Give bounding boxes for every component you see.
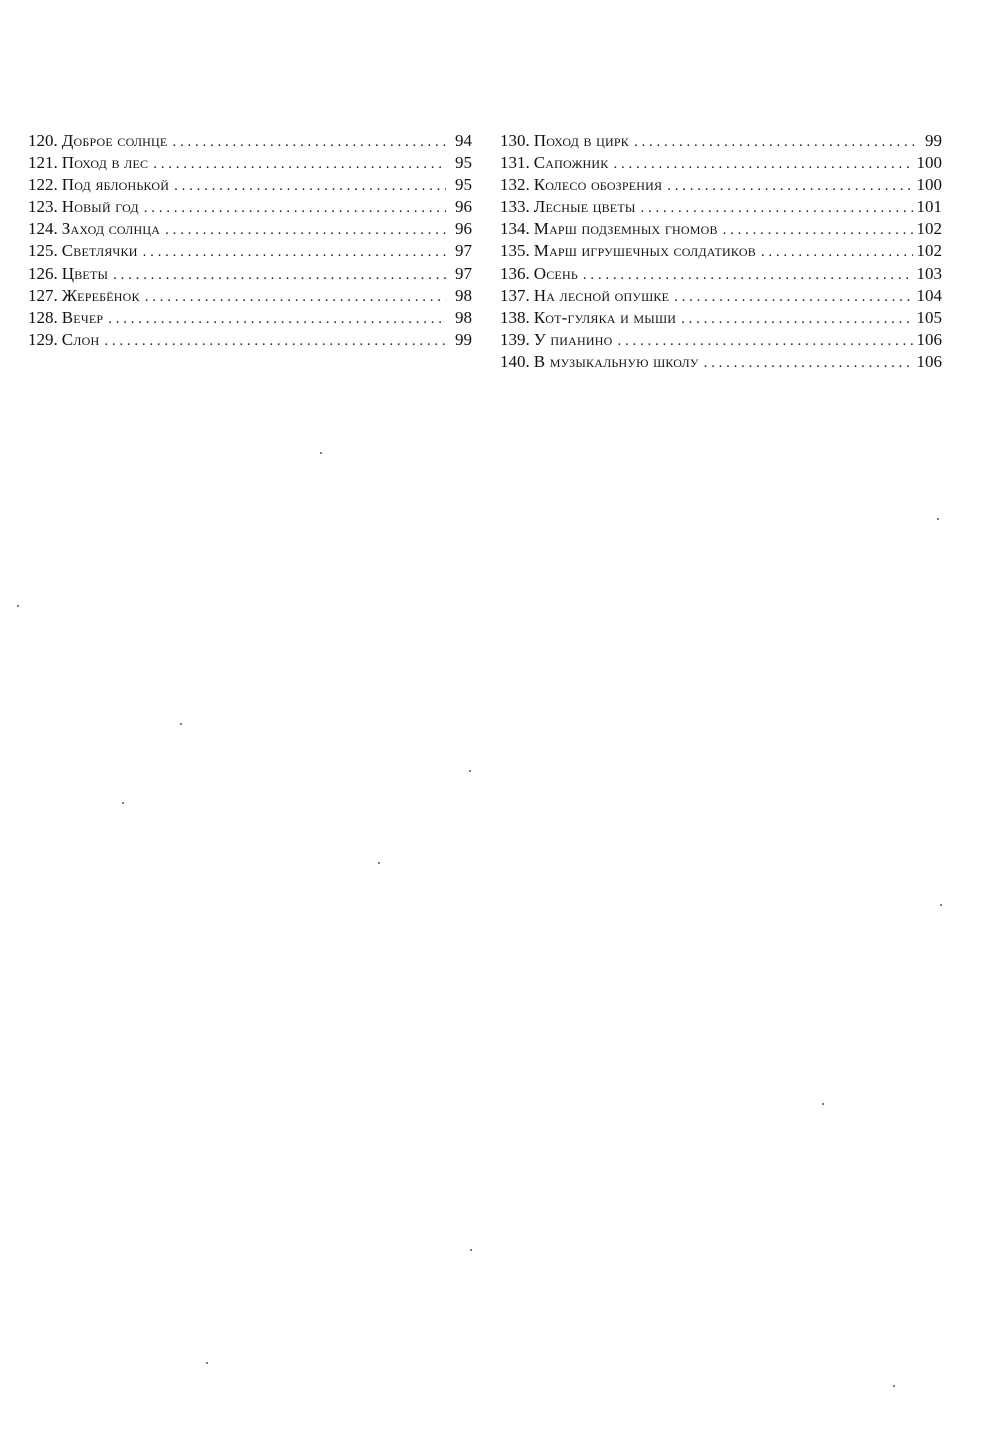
- scan-speck: [320, 452, 322, 454]
- scan-speck: [940, 904, 942, 906]
- toc-entry: [28, 152, 472, 174]
- dot-leader: [641, 197, 913, 219]
- scan-speck: [378, 862, 380, 864]
- entry-title: Кот-гуляка и мыши: [533, 307, 677, 327]
- dot-leader: [681, 308, 912, 330]
- entry-page-number: 100: [916, 153, 942, 173]
- entry-number: 134.: [500, 219, 530, 239]
- entry-page-number: 100: [916, 175, 942, 195]
- dot-leader: [613, 153, 912, 175]
- entry-title: Сапожник: [533, 153, 609, 173]
- entry-page-number: 99: [925, 131, 942, 150]
- entry-page-number: 103: [916, 263, 942, 283]
- dot-leader: [634, 131, 916, 153]
- entry-page-number: 102: [916, 241, 942, 261]
- entry-page-number: 98: [455, 307, 472, 327]
- dot-leader: [704, 352, 913, 374]
- entry-title: Марш подземных гномов: [533, 219, 718, 239]
- entry-number: 137.: [500, 285, 530, 305]
- entry-number: 125.: [28, 241, 58, 261]
- entry-page-number: 97: [455, 241, 472, 261]
- toc-entry: [28, 285, 472, 307]
- dot-leader: [165, 219, 446, 241]
- dot-leader: [761, 241, 913, 263]
- dot-leader: [108, 308, 446, 330]
- entry-number: 132.: [500, 175, 530, 195]
- toc-entry: [500, 240, 942, 262]
- entry-title: Заход солнца: [61, 219, 161, 239]
- scan-speck: [937, 518, 939, 520]
- entry-page-number: 101: [916, 197, 942, 217]
- scan-speck: [470, 1249, 472, 1251]
- entry-title: В музыкальную школу: [533, 351, 699, 371]
- entry-page-number: 106: [916, 351, 942, 371]
- entry-page-number: 98: [455, 285, 472, 305]
- entry-number: 135.: [500, 241, 530, 261]
- toc-entry: [500, 218, 942, 240]
- dot-leader: [143, 241, 446, 263]
- scan-speck: [17, 605, 19, 607]
- entry-page-number: 95: [455, 175, 472, 195]
- entry-number: 131.: [500, 153, 530, 173]
- entry-title: Доброе солнце: [61, 131, 168, 150]
- entry-title: Жеребёнок: [61, 285, 140, 305]
- toc-column-right: [500, 130, 942, 373]
- toc-entry: [28, 329, 472, 351]
- scan-speck: [122, 802, 124, 804]
- entry-number: 133.: [500, 197, 530, 217]
- toc-entry: [28, 307, 472, 329]
- dot-leader: [174, 175, 446, 197]
- dot-leader: [583, 264, 913, 286]
- entry-title: Новый год: [61, 197, 139, 217]
- toc-entry: [500, 351, 942, 373]
- entry-number: 126.: [28, 263, 58, 283]
- scan-speck: [822, 1103, 824, 1105]
- dot-leader: [674, 286, 912, 308]
- toc-entry: [500, 152, 942, 174]
- entry-page-number: 96: [455, 219, 472, 239]
- entry-title: Колесо обозрения: [533, 175, 663, 195]
- dot-leader: [144, 197, 446, 219]
- toc-entry: [500, 307, 942, 329]
- entry-number: 128.: [28, 307, 58, 327]
- entry-number: 122.: [28, 175, 58, 195]
- entry-number: 140.: [500, 351, 530, 371]
- entry-title: Осень: [533, 263, 578, 283]
- dot-leader: [113, 264, 446, 286]
- entry-page-number: 106: [916, 329, 942, 349]
- dot-leader: [153, 153, 446, 175]
- entry-page-number: 96: [455, 197, 472, 217]
- toc-entry: [28, 174, 472, 196]
- entry-title: Слон: [61, 329, 100, 349]
- entry-number: 139.: [500, 329, 530, 349]
- toc-entry: [500, 263, 942, 285]
- dot-leader: [104, 330, 446, 352]
- toc-entry: [500, 329, 942, 351]
- entry-title: У пианино: [533, 329, 613, 349]
- entry-page-number: 102: [916, 219, 942, 239]
- scan-speck: [469, 770, 471, 772]
- entry-number: 121.: [28, 153, 58, 173]
- entry-title: Лесные цветы: [533, 197, 636, 217]
- dot-leader: [172, 131, 446, 153]
- entry-number: 136.: [500, 263, 530, 283]
- entry-title: Вечер: [61, 307, 104, 327]
- toc-entry: [28, 218, 472, 240]
- entry-number: 130.: [500, 131, 530, 150]
- dot-leader: [723, 219, 913, 241]
- entry-page-number: 95: [455, 153, 472, 173]
- scan-speck: [180, 723, 182, 725]
- entry-title: Поход в цирк: [533, 131, 629, 150]
- entry-title: Цветы: [61, 263, 109, 283]
- entry-number: 123.: [28, 197, 58, 217]
- entry-page-number: 104: [916, 285, 942, 305]
- scan-speck: [893, 1385, 895, 1387]
- entry-page-number: 94: [455, 131, 472, 150]
- toc-entry: [500, 196, 942, 218]
- entry-number: 124.: [28, 219, 58, 239]
- entry-title: Под яблонькой: [61, 175, 170, 195]
- dot-leader: [667, 175, 912, 197]
- entry-number: 129.: [28, 329, 58, 349]
- entry-title: На лесной опушке: [533, 285, 670, 305]
- toc-entry: [28, 240, 472, 262]
- entry-page-number: 99: [455, 329, 472, 349]
- toc-entry: [28, 263, 472, 285]
- entry-page-number: 105: [916, 307, 942, 327]
- entry-title: Марш игрушечных солдатиков: [533, 241, 756, 261]
- toc-column-left: [28, 130, 472, 351]
- entry-number: 120.: [28, 131, 58, 150]
- toc-entry: [28, 130, 472, 152]
- toc-entry: [500, 130, 942, 152]
- entry-number: 138.: [500, 307, 530, 327]
- dot-leader: [618, 330, 913, 352]
- scan-speck: [206, 1362, 208, 1364]
- entry-title: Поход в лес: [61, 153, 149, 173]
- toc-entry: [28, 196, 472, 218]
- entry-title: Светлячки: [61, 241, 138, 261]
- entry-number: 127.: [28, 285, 58, 305]
- toc-entry: [500, 174, 942, 196]
- entry-page-number: 97: [455, 263, 472, 283]
- dot-leader: [145, 286, 446, 308]
- toc-entry: [500, 285, 942, 307]
